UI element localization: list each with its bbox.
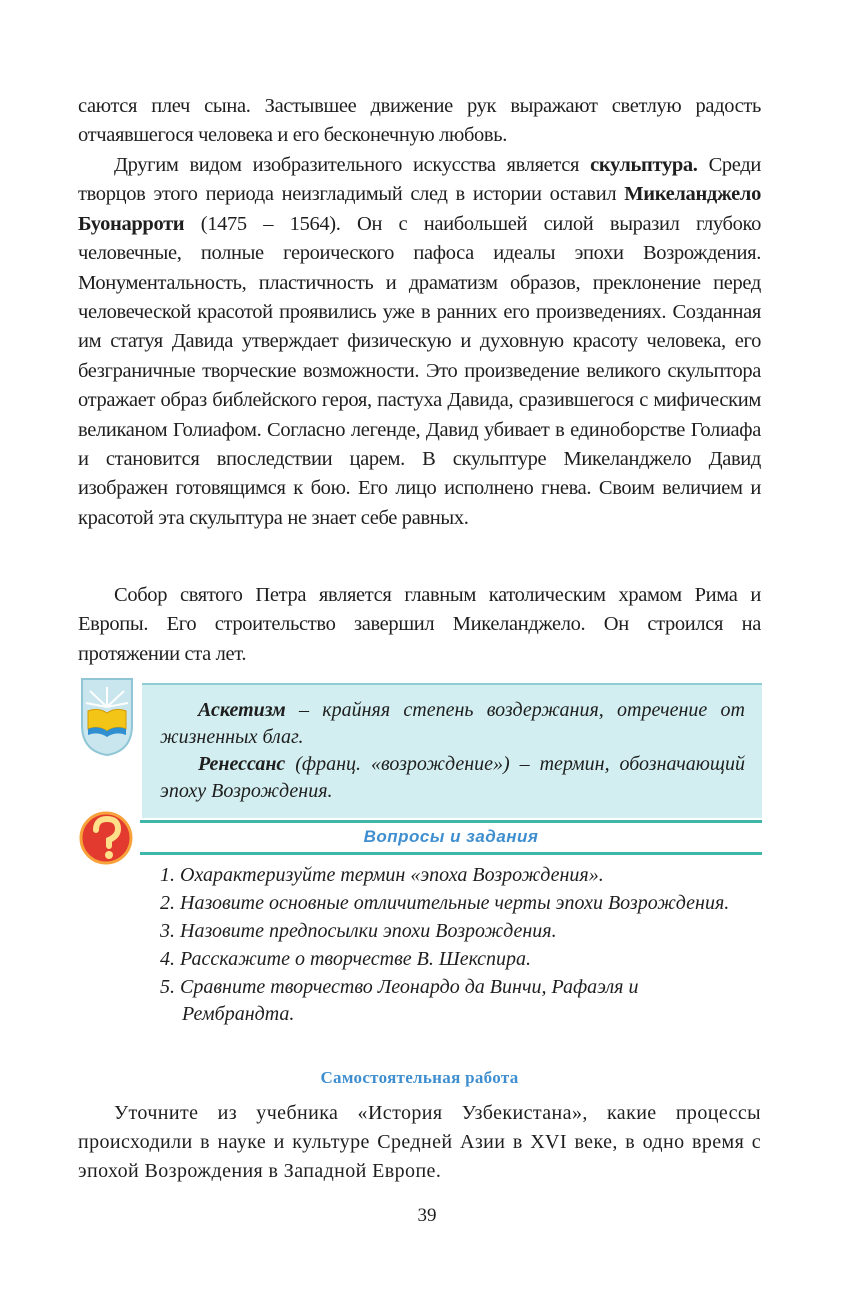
self-work-heading: Самостоятельная работа bbox=[320, 1068, 519, 1087]
glossary-term-renaissance: Ренессанс bbox=[198, 753, 286, 775]
paragraph-sculpture bbox=[78, 151, 761, 533]
questions-list bbox=[160, 862, 750, 1029]
paragraph-st-peter: Собор святого Петра является главным католическим храмом Рима и Европы. Его строительство завершил Микеланджело. Он строился на протяжении ста лет. bbox=[78, 584, 761, 665]
questions-heading: Вопросы и задания bbox=[363, 827, 539, 846]
questions-line-bottom bbox=[140, 852, 762, 855]
question-item: 3. Назовите предпосылки эпохи Возрождения. bbox=[160, 920, 557, 942]
glossary-entry-asceticism bbox=[160, 697, 745, 751]
sculpture-term: скульптура. bbox=[590, 154, 698, 176]
open-book-icon bbox=[78, 677, 136, 757]
sculpture-rest: (1475 – 1564). Он с наибольшей силой выразил глубоко человечные, полные героического пафоса идеалы эпохи Возрождения. Монументальность, пластичность и драматизм образов, преклонение перед человеческой красотой проявились уже в ранних его произведениях. Созданная им статуя Давида утверждает физическую и духовную красоту человека, его безграничные творческие возможности. Это произведение великого скульптора отражает образ библейского героя, пастуха Давида, сразившегося с мифическим великаном Голиафом. Согласно легенде, Давид убивает в единоборстве Голиафа и становится впоследствии царем. В скульптуре Микеланджело Давид изображен готовящимся к бою. Его лицо исполнено гнева. Своим величием и красотой эта скульптура не знает себе равных. bbox=[78, 212, 761, 529]
page-number: 39 bbox=[417, 1205, 437, 1226]
question-item: 1. Охарактеризуйте термин «эпоха Возрождения». bbox=[160, 864, 604, 886]
glossary-def-renaissance: (франц. «возрождение») – термин, обозначающий эпоху Возрождения. bbox=[160, 753, 745, 802]
paragraph-continuation: саются плеч сына. Застывшее движение рук выражают светлую радость отчаявшегося человека и его бесконечную любовь. bbox=[78, 95, 761, 147]
sculpture-intro: Другим видом изобразительного искусства является bbox=[114, 154, 591, 176]
michelangelo-name: Микеланджело Буонарроти bbox=[78, 183, 761, 235]
glossary-def-asceticism: – крайняя степень воздержания, отречение от жизненных благ. bbox=[160, 699, 745, 748]
question-item: 2. Назовите основные отличительные черты эпохи Возрождения. bbox=[160, 892, 730, 914]
glossary-term-asceticism: Аскетизм bbox=[198, 699, 286, 721]
sculpture-mid: Среди творцов этого периода неизгладимый след в истории оставил bbox=[78, 154, 761, 206]
self-work-text: Уточните из учебника «История Узбекистана», какие процессы происходили в науке и культуре Средней Азии в XVI веке, в одно время с эпохой Возрождения в Западной Европе. bbox=[78, 1102, 761, 1182]
question-item: 4. Расскажите о творчестве В. Шекспира. bbox=[160, 948, 532, 970]
question-item: 5. Сравните творчество Леонардо да Винчи, Рафаэля и Рембрандта. bbox=[160, 976, 639, 1025]
glossary-entry-renaissance bbox=[160, 751, 745, 805]
question-mark-icon bbox=[74, 810, 140, 866]
